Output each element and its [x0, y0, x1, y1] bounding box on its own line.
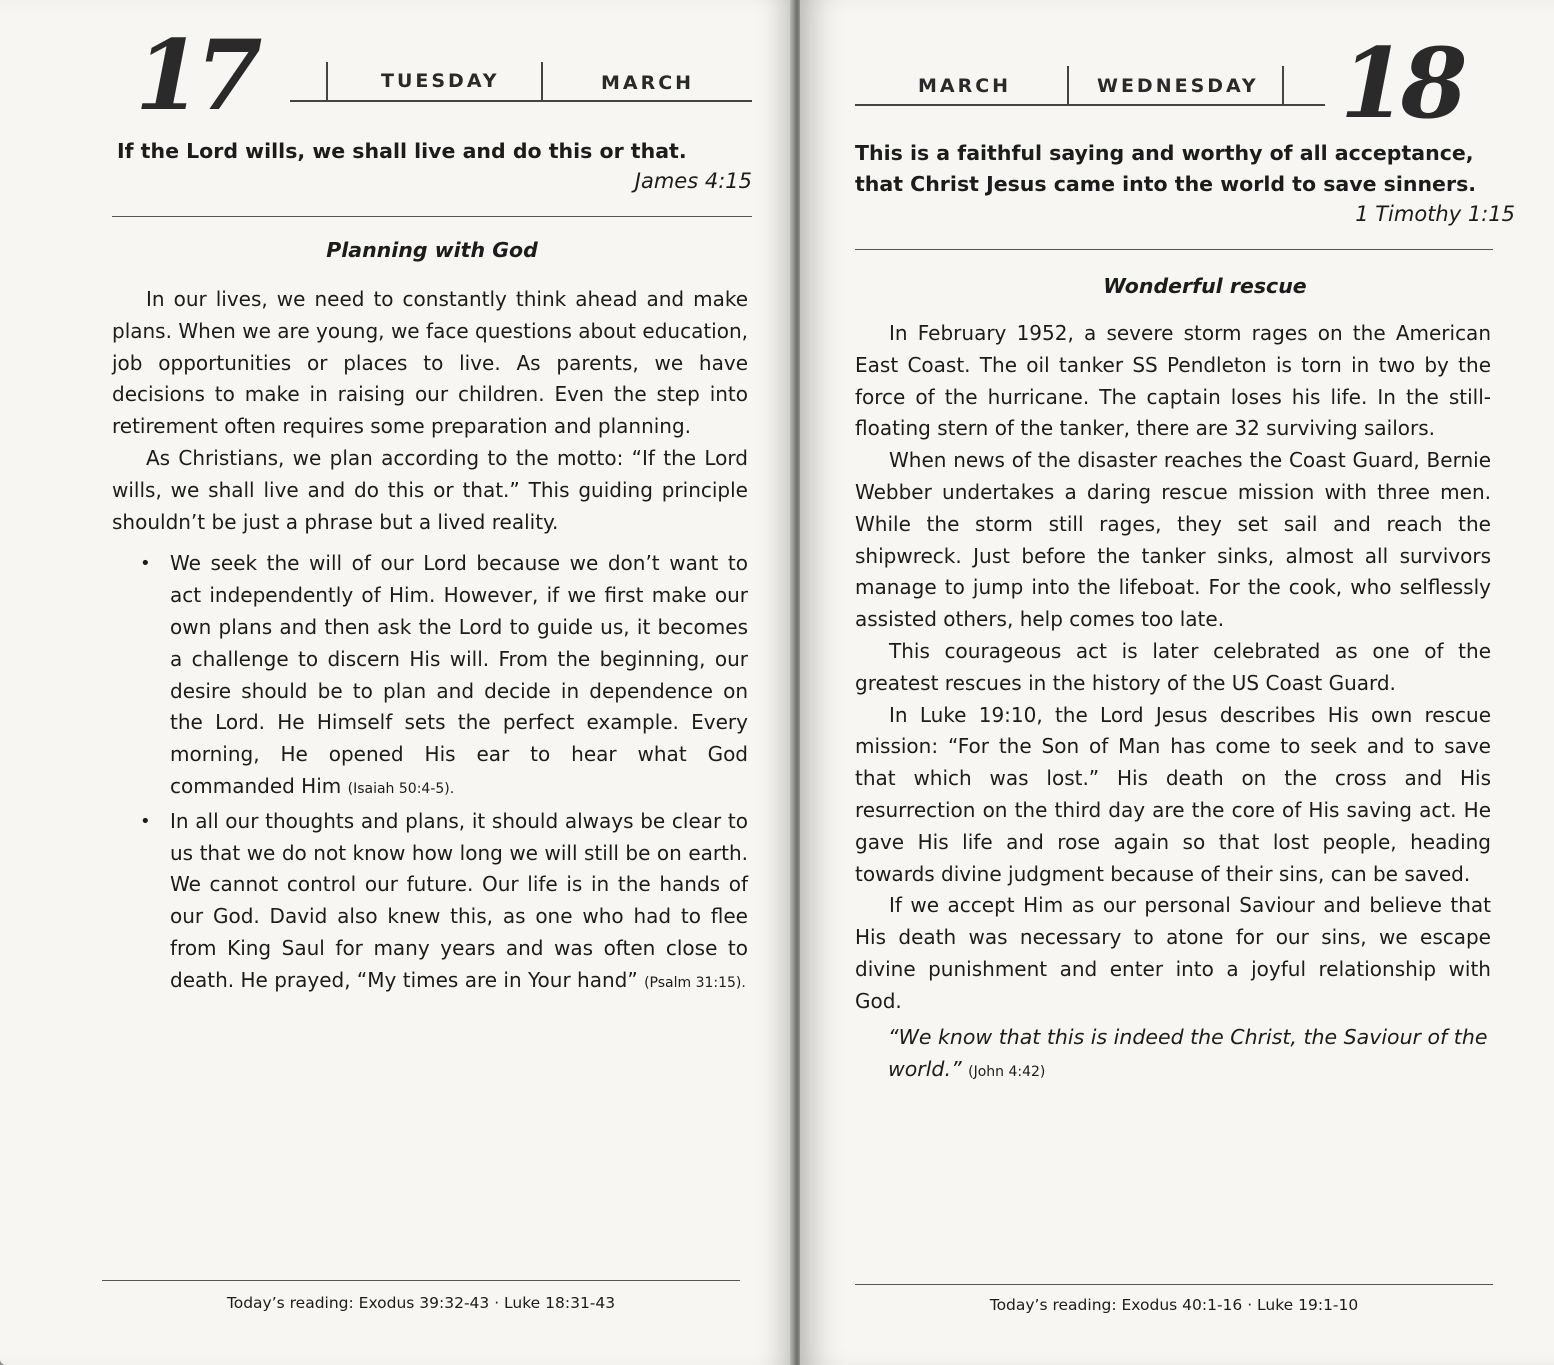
verse-reference: 1 Timothy 1:15	[1355, 202, 1515, 226]
footer-rule	[102, 1280, 740, 1281]
header-divider	[1067, 66, 1069, 104]
devotional-body	[112, 284, 748, 1000]
paragraph: If we accept Him as our personal Saviour and believe that His death was necessary to atone for our sins, we escape divine punishment and enter into a joyful relationship with God.	[855, 893, 1491, 1013]
paragraph: This courageous act is later celebrated as one of the greatest rescues in the history of the US Coast Guard.	[855, 638, 1491, 695]
bullet-text: In all our thoughts and plans, it should always be clear to us that we do not know how long we will still be on earth. We cannot control our future. Our life is in the hands of our God. David also knew this, as one who had to flee from King Saul for many years and was often close to death. He prayed, “My times are in Your hand”	[170, 808, 748, 992]
bullet-list	[112, 548, 748, 999]
paragraph: As Christians, we plan according to the motto: “If the Lord wills, we shall live and do this or that.” This guiding principle shouldn’t be just a phrase but a lived reality.	[112, 445, 748, 534]
month-label: MARCH	[918, 75, 1012, 97]
devotional-title: Planning with God	[326, 238, 538, 262]
closing-quote-reference: (John 4:42)	[968, 1063, 1046, 1080]
bullet-item	[170, 548, 748, 805]
devotional-title: Wonderful rescue	[1103, 274, 1307, 298]
daily-verse: If the Lord wills, we shall live and do this or that.	[117, 139, 687, 163]
header-divider	[1282, 66, 1284, 104]
verse-reference: James 4:15	[634, 169, 752, 193]
footer-rule	[855, 1284, 1493, 1285]
devotional-body	[855, 318, 1491, 1018]
weekday-label: WEDNESDAY	[1097, 75, 1259, 97]
weekday-label: TUESDAY	[381, 70, 500, 92]
verse-rule	[112, 216, 752, 217]
daily-reading: Today’s reading: Exodus 39:32-43 · Luke 18:31-43	[226, 1294, 616, 1312]
day-number: 18	[1340, 27, 1462, 140]
bullet-item	[170, 806, 748, 1000]
closing-quote-text: “We know that this is indeed the Christ, the Saviour of the world.”	[888, 1025, 1488, 1081]
header-divider	[541, 62, 543, 100]
bullet-text: We seek the will of our Lord because we don’t want to act independently of Him. However, if we first make our own plans and then ask the Lord to guide us, it becomes a challenge to discern His will. From the beginning, our desire should be to plan and decide in dependence on the Lord. He Himself sets the perfect example. Every morning, He opened His ear to hear what God commanded Him	[170, 551, 748, 798]
header-rule	[290, 100, 752, 102]
daily-verse: This is a faithful saying and worthy of all acceptance, that Christ Jesus came into the world to save sinners.	[855, 141, 1477, 196]
day-number: 17	[135, 19, 257, 132]
verse-rule	[855, 249, 1493, 250]
paragraph: In our lives, we need to constantly think ahead and make plans. When we are young, we face questions about education, job opportunities or places to live. As parents, we have decisions to make in raising our children. Even the step into retirement often requires some preparation and planning.	[112, 287, 748, 439]
month-label: MARCH	[601, 72, 695, 94]
closing-quote	[888, 1022, 1493, 1088]
scripture-reference: (Isaiah 50:4-5).	[347, 780, 455, 797]
paragraph: In February 1952, a severe storm rages on the American East Coast. The oil tanker SS Pendleton is torn in two by the force of the hurricane. The captain loses his life. In the still-floating stern of the tanker, there are 32 surviving sailors.	[855, 321, 1491, 441]
paragraph: When news of the disaster reaches the Coast Guard, Bernie Webber undertakes a daring rescue mission with three men. While the storm still rages, they set sail and reach the shipwreck. Just before the tanker sinks, almost all survivors manage to jump into the lifeboat. For the cook, who selflessly assisted others, help comes too late.	[855, 448, 1491, 632]
header-divider	[326, 62, 328, 100]
scripture-reference: (Psalm 31:15).	[644, 974, 746, 991]
paragraph: In Luke 19:10, the Lord Jesus describes His own rescue mission: “For the Son of Man has come to seek and to save that which was lost.” His death on the cross and His resurrection on the third day are the core of His saving act. He gave His life and rose again so that lost people, heading towards divine judgment because of their sins, can be saved.	[855, 702, 1491, 886]
right-page	[800, 0, 1554, 1365]
header-rule	[855, 104, 1325, 106]
daily-reading: Today’s reading: Exodus 40:1-16 · Luke 19:1-10	[989, 1296, 1359, 1314]
